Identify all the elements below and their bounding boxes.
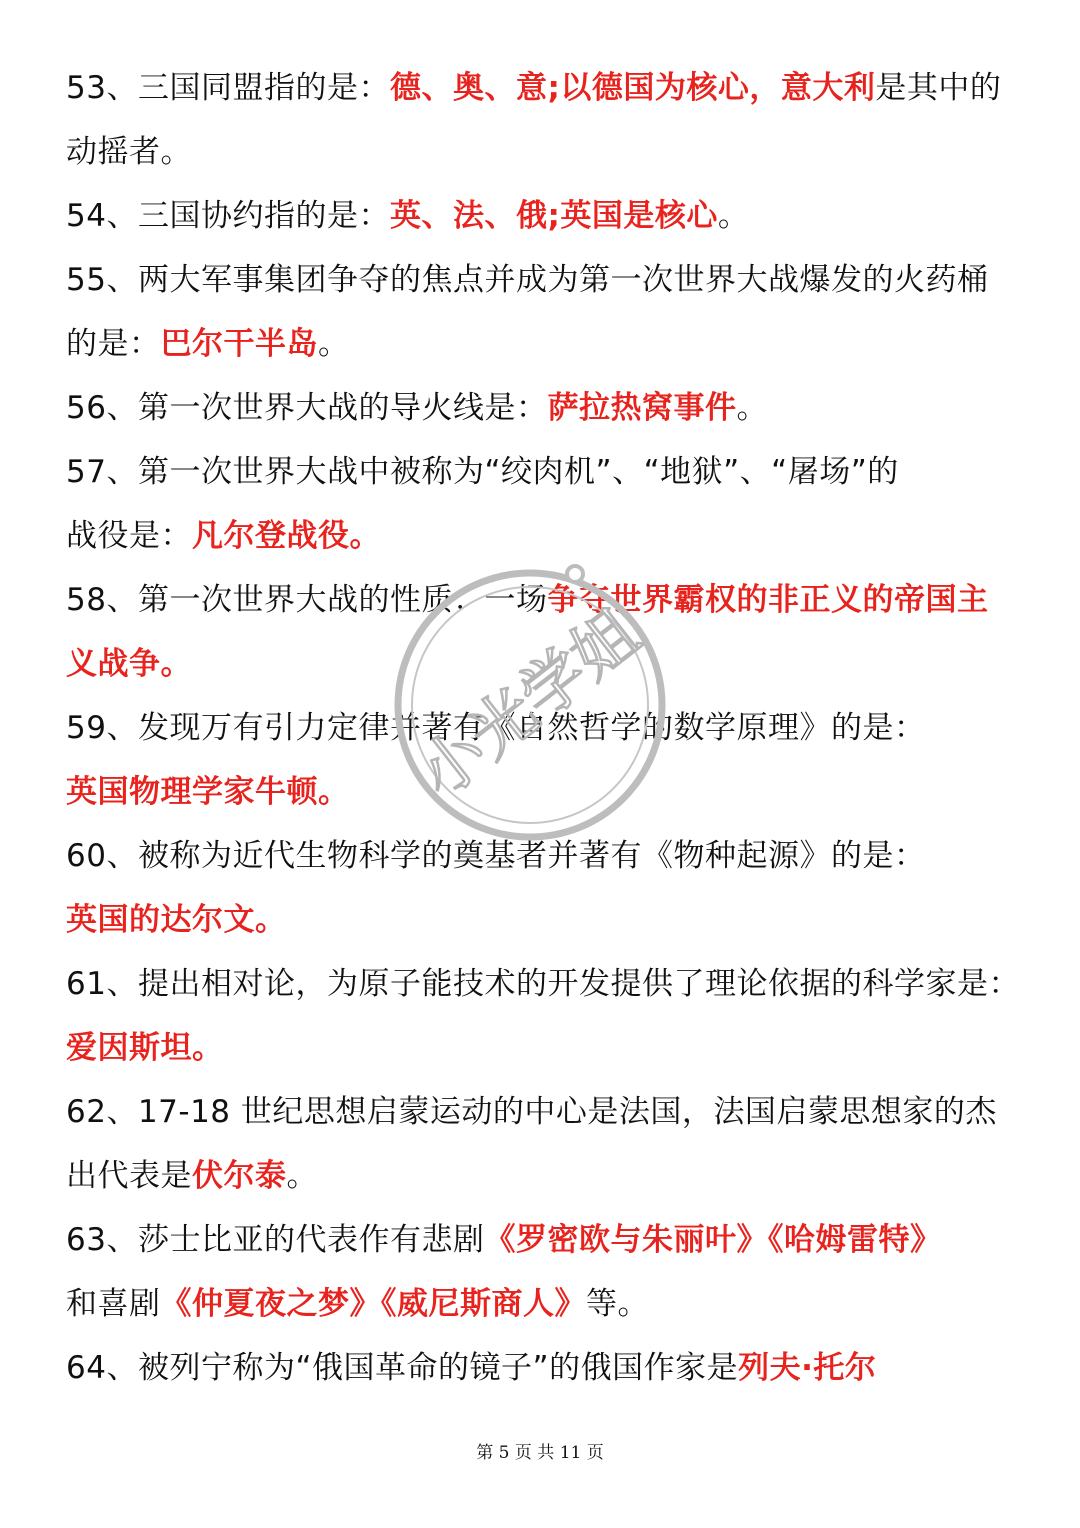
highlighted-answer: 德、奥、意;以德国为核心，意大利	[389, 70, 876, 106]
question-text: 63、莎士比亚的代表作有悲剧	[66, 1222, 485, 1258]
highlighted-answer: 爱因斯坦。	[66, 1030, 224, 1066]
question-text: 是其中的	[875, 70, 1002, 106]
highlighted-answer: 巴尔干半岛	[160, 326, 318, 362]
question-text: 58、第一次世界大战的性质：一场	[66, 582, 548, 618]
highlighted-answer: 列夫·托尔	[738, 1350, 877, 1386]
document-body	[66, 56, 1026, 1400]
question-text: 出代表是	[66, 1158, 192, 1194]
question-text: 53、三国同盟指的是：	[66, 70, 390, 106]
highlighted-answer: 《仲夏夜之梦》《威尼斯商人》	[160, 1286, 586, 1322]
question-text: 62、17-18 世纪思想启蒙运动的中心是法国，法国启蒙思想家的杰	[66, 1094, 997, 1130]
question-text: 64、被列宁称为“俄国革命的镜子”的俄国作家是	[66, 1350, 739, 1386]
question-text: 56、第一次世界大战的导火线是：	[66, 390, 548, 426]
text-line	[66, 376, 1026, 440]
question-text: 等。	[586, 1286, 649, 1322]
question-text: 的是：	[66, 326, 161, 362]
text-line	[66, 760, 1026, 824]
text-line	[66, 1208, 1026, 1272]
highlighted-answer: 英、法、俄;英国是核心	[389, 198, 718, 234]
text-line	[66, 440, 1026, 504]
text-line	[66, 1336, 1026, 1400]
question-text: 和喜剧	[66, 1286, 161, 1322]
text-line	[66, 1272, 1026, 1336]
question-text: 动摇者。	[66, 134, 192, 170]
text-line	[66, 952, 1026, 1016]
question-text: 59、发现万有引力定律并著有《自然哲学的数学原理》的是：	[66, 710, 926, 746]
question-text: 。	[318, 326, 350, 362]
text-line	[66, 248, 1026, 312]
question-text: 61、提出相对论，为原子能技术的开发提供了理论依据的科学家是：	[66, 966, 1020, 1002]
highlighted-answer: 英国的达尔文。	[66, 902, 287, 938]
question-text: 。	[717, 198, 750, 234]
text-line	[66, 696, 1026, 760]
text-line	[66, 1080, 1026, 1144]
highlighted-answer: 英国物理学家牛顿。	[66, 774, 350, 810]
text-line	[66, 1144, 1026, 1208]
page-footer: 第 5 页 共 11 页	[476, 1443, 604, 1463]
highlighted-answer: 争夺世界霸权的非正义的帝国主	[547, 582, 989, 618]
question-text: 54、三国协约指的是：	[66, 198, 390, 234]
question-text: 。	[286, 1158, 318, 1194]
text-line	[66, 184, 1026, 248]
question-text: 57、第一次世界大战中被称为“绞肉机”、“地狱”、“屠场”的	[66, 454, 899, 490]
text-line	[66, 824, 1026, 888]
question-text: 55、两大军事集团争夺的焦点并成为第一次世界大战爆发的火药桶	[66, 262, 989, 298]
text-line	[66, 888, 1026, 952]
question-text: 战役是：	[66, 518, 192, 554]
text-line	[66, 1016, 1026, 1080]
highlighted-answer: 萨拉热窝事件	[547, 390, 737, 426]
question-text: 。	[736, 390, 768, 426]
text-line	[66, 504, 1026, 568]
question-text: 60、被称为近代生物科学的奠基者并著有《物种起源》的是：	[66, 838, 926, 874]
text-line	[66, 56, 1026, 120]
text-line	[66, 120, 1026, 184]
highlighted-answer: 义战争。	[66, 646, 192, 682]
text-line	[66, 632, 1026, 696]
highlighted-answer: 凡尔登战役。	[192, 518, 381, 554]
watermark-text: 小光学姐	[405, 596, 654, 813]
highlighted-answer: 伏尔泰	[192, 1158, 287, 1194]
text-line	[66, 568, 1026, 632]
text-line	[66, 312, 1026, 376]
highlighted-answer: 《罗密欧与朱丽叶》《哈姆雷特》	[484, 1222, 942, 1258]
